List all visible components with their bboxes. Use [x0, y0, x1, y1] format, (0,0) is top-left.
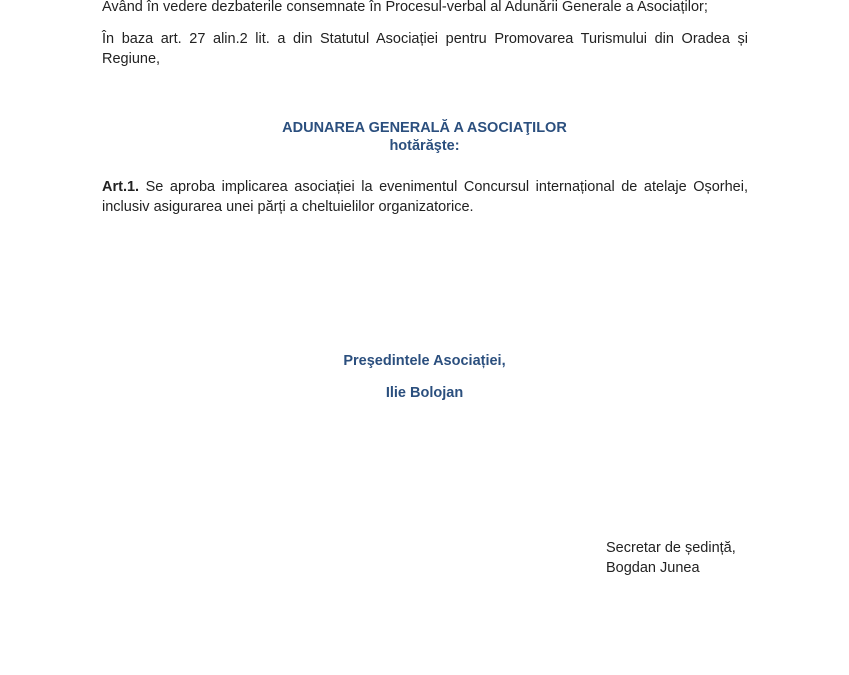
secretary-signature-block: [606, 538, 736, 578]
article-1-label: Art.1.: [102, 179, 140, 195]
heading-subtitle: hotărăşte:: [389, 138, 460, 154]
secretary-name: Bogdan Junea: [606, 560, 700, 576]
article-1: [102, 177, 748, 217]
article-1-text: Se aproba implicarea asociației la evenimentul Concursul internațional de atelaje Oșorhei, inclusiv asigurarea unei părți a cheltuielilor organizatorice.: [102, 179, 748, 215]
secretary-title: Secretar de ședință,: [606, 540, 736, 556]
president-name: Ilie Bolojan: [385, 385, 464, 401]
president-title: Preşedintele Asociației,: [343, 353, 506, 369]
heading-title: ADUNAREA GENERALĂ A ASOCIAŢILOR: [282, 120, 567, 136]
intro-paragraph-2: În baza art. 27 alin.2 lit. a din Statutul Asociației pentru Promovarea Turismului din Oradea și Regiune,: [102, 31, 748, 67]
intro-paragraph-1: Având în vedere dezbaterile consemnate în Procesul-verbal al Adunării Generale a Asociaților;: [102, 0, 708, 15]
resolution-heading: [0, 119, 849, 155]
